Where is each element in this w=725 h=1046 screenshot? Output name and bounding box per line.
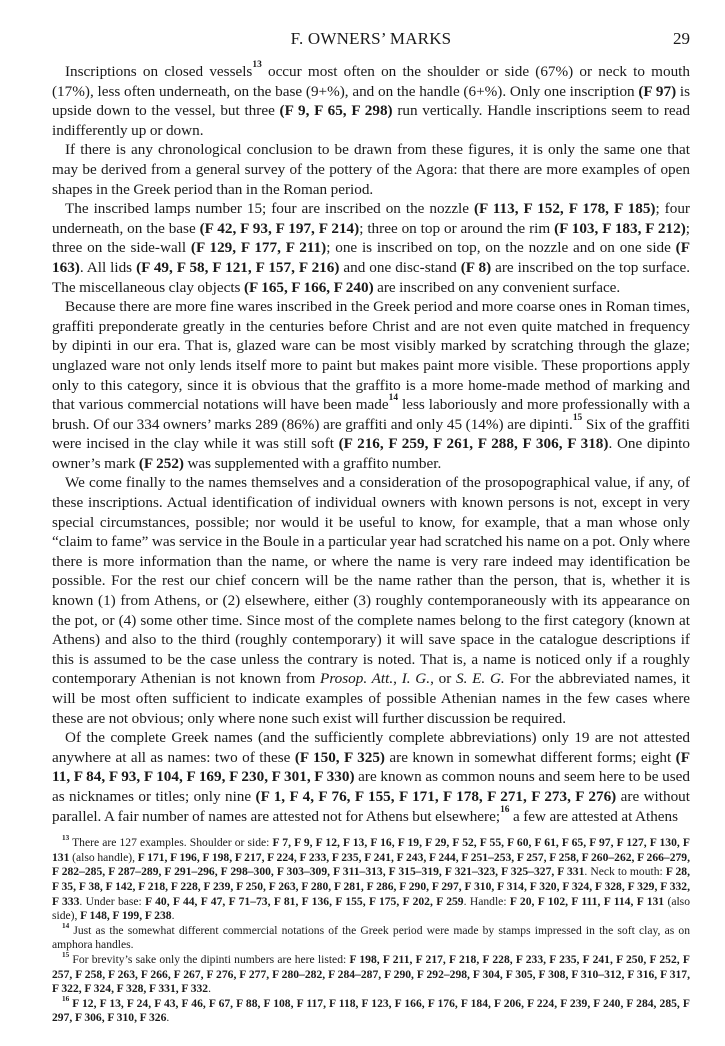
footnote-marker: 13 (252, 60, 262, 71)
text-run: . Neck to mouth: (584, 865, 666, 879)
text-run: Six of the graffiti were incised in the clay while it was still soft (52, 415, 690, 453)
text-run: was supplemented with a graffito number. (183, 454, 442, 472)
catalogue-reference: F 7, F 9, F 12, F 13, F 16, F 19, F 29, F 52, F 55, F 60, F 61, F 65, F 97, F 127, F 130, F 131 (52, 836, 690, 864)
text-run: ; one is inscribed on top, on the nozzle and on one side (326, 239, 676, 257)
text-run: For brevity’s sake only the dipinti numbers are here listed: (69, 952, 350, 966)
catalogue-reference: (F 163) (52, 239, 691, 276)
text-run: For the abbreviated names, it will be most often sufficient to indicate examples of possible Athenian names in the few cases where these are not obvious; only where none such exist will further discussion be required. (52, 670, 690, 727)
text-run: If there is any chronological conclusion to be drawn from these figures, it is only the same one that may be derived from a general survey of the pottery of the Agora: that there are more examples of open shapes in the Greek period than in the Roman period. (52, 141, 690, 198)
catalogue-reference: F 148, F 199, F 238 (80, 909, 172, 923)
footnote-marker: 16 (500, 804, 510, 815)
text-run: Just as the somewhat different commercial notations of the Greek period were made by stamps impressed in the soft clay, as on amphora handles. (52, 923, 690, 952)
catalogue-reference: (F 1, F 4, F 76, F 155, F 171, F 178, F 271, F 273, F 276) (255, 787, 617, 805)
text-run: (also side), (52, 894, 690, 923)
text-run: ; three on top or around the rim (359, 219, 555, 237)
catalogue-reference: (F 97) (638, 82, 677, 100)
catalogue-reference: F 171, F 196, F 198, F 217, F 224, F 233, F 235, F 241, F 243, F 244, F 251–253, F 257, F 258, F 260–262, F 266–279, F 282–285, F 287–289, F 291–296, F 298–300, F 303–309, F 311–313, F 315–319, F 321–323, F 325–327, F 331 (52, 850, 690, 879)
catalogue-reference: (F 165, F 166, F 240) (243, 278, 374, 296)
catalogue-reference: (F 103, F 183, F 212) (554, 219, 686, 237)
paragraph (52, 62, 690, 140)
catalogue-reference: (F 8) (460, 258, 492, 276)
text-run: occur most often on the shoulder or side (67%) or neck to mouth (17%), less often underneath, on the base (9+%), and on the handle (6+%). Only one inscription (52, 63, 691, 100)
footnote-marker: 16 (62, 994, 70, 1003)
text-run: . One dipinto owner’s mark (52, 435, 690, 472)
catalogue-reference: (F 49, F 58, F 121, F 157, F 216) (136, 258, 340, 276)
text-run: . Handle: (463, 894, 510, 908)
paragraph (52, 728, 690, 826)
text-run: Because there are more fine wares inscribed in the Greek period and more coarse ones in Roman times, graffiti preponderate greatly in the centuries before Christ and are not even quite matched in frequency by dipinti in our era. That is, glazed ware can be most visibly marked by scratching through the glaze; unglazed ware not only lends itself more to paint but makes paint more visible. These proportions apply only to this category, since it is obvious that the graffito is a more home-made method of marking and that various commercial notations will have been made (52, 298, 690, 414)
text-run: a few are attested at Athens (509, 807, 679, 825)
text-run: are inscribed on the top surface. The miscellaneous clay objects (52, 258, 690, 296)
running-title: F. OWNERS’ MARKS (290, 29, 452, 48)
text-run: , or (430, 670, 457, 688)
paragraph (52, 473, 690, 728)
text-run: run vertically. Handle inscriptions seem to read indifferently up or down. (52, 102, 690, 139)
text-run: . (171, 909, 175, 923)
footnote-marker: 14 (62, 922, 70, 930)
text-run: Of the complete Greek names (and the sufficiently complete abbreviations) only 19 are not attested anywhere at all as names: two of these (52, 729, 690, 766)
paragraph (52, 140, 690, 199)
catalogue-reference: F 198, F 211, F 217, F 218, F 228, F 233, F 235, F 241, F 250, F 252, F 257, F 258, F 263, F 266, F 267, F 276, F 277, F 280–282, F 284–287, F 290, F 292–298, F 304, F 305, F 308, F 310–312, F 316, F 317, F 322, F 324, F 328, F 331, F 332 (52, 952, 690, 996)
catalogue-reference: (F 216, F 259, F 261, F 288, F 306, F 318) (338, 435, 609, 453)
catalogue-reference: F 12, F 13, F 24, F 43, F 46, F 67, F 88, F 108, F 117, F 118, F 123, F 166, F 176, F 184, F 206, F 224, F 239, F 240, F 284, 285, F 297, F 306, F 310, F 326 (52, 996, 690, 1025)
text-run: are without parallel. A fair number of names are attested not for Athens but elsewhere; (52, 787, 690, 825)
footnote (52, 924, 690, 953)
catalogue-reference: F 28, F 35, F 38, F 142, F 218, F 228, F 239, F 250, F 263, F 280, F 281, F 286, F 290, F 297, F 310, F 314, F 320, F 324, F 328, F 329, F 332, F 333 (52, 865, 691, 908)
text-run: (also handle), (69, 850, 138, 864)
running-header (52, 29, 690, 51)
paragraph (52, 297, 690, 473)
footnote-marker: 15 (572, 412, 583, 423)
catalogue-reference: (F 9, F 65, F 298) (279, 102, 393, 120)
text-run: . Under base: (79, 894, 146, 908)
text-run: ; four underneath, on the base (52, 200, 690, 237)
text-run: is upside down to the vessel, but three (52, 82, 691, 120)
catalogue-reference: (F 42, F 93, F 197, F 214) (199, 219, 360, 237)
text-run: There are 127 examples. Shoulder or side: (69, 836, 273, 850)
italic-citation: I. G. (401, 670, 431, 688)
text-run: and one disc-stand (339, 258, 461, 276)
catalogue-reference: (F 11, F 84, F 93, F 104, F 169, F 230, F 301, F 330) (52, 748, 690, 786)
text-run: ; three on the side-wall (52, 219, 690, 257)
catalogue-reference: (F 129, F 177, F 211) (190, 239, 327, 257)
text-run: are known as common nouns and seem here to be used as nicknames or titles; only nine (52, 768, 690, 805)
page-number: 29 (673, 29, 690, 48)
text-run: The inscribed lamps number 15; four are inscribed on the nozzle (65, 200, 474, 218)
text-run: are known in somewhat different forms; eight (384, 748, 676, 766)
italic-citation: S. E. G. (456, 670, 505, 688)
footnote (52, 953, 690, 997)
text-run: . (166, 1011, 170, 1025)
catalogue-reference: (F 252) (138, 454, 184, 472)
catalogue-reference: (F 113, F 152, F 178, F 185) (474, 200, 656, 218)
italic-citation: Prosop. Att. (320, 670, 394, 688)
catalogue-reference: F 40, F 44, F 47, F 71–73, F 81, F 136, F 155, F 175, F 202, F 259 (145, 894, 464, 908)
footnote (52, 994, 690, 1026)
main-text (52, 62, 690, 826)
text-run: are inscribed on any convenient surface. (373, 278, 621, 296)
text-run: We come finally to the names themselves and a consideration of the prosopographical value, if any, of these inscriptions. Actual identification of individual owners with known persons is not, except in very special circumstances, possible; nor would it be useful to know, for example, that a man whose only “claim to fame” was service in the Boule in a particular year had scratched his name on a pot. Only where there is more information than the name, or where the name is very rare indeed may identification be possible. For the rest our chief concern will be the name rather than the person, that is, whether it is known (1) from Athens, or (2) elsewhere, either (3) roughly contemporaneously with its appearance on the pot, or (4) some other time. Since most of the complete names belong to the first category (known at Athens) and also to the third (roughly contemporary) it will save space in the catalogue descriptions if this is assumed to be the case unless the contrary is noted. That is, a name is noticed only if a roughly contemporary Athenian is not known from (52, 474, 690, 688)
text-run: Inscriptions on closed vessels (65, 63, 253, 80)
footnote-marker: 15 (62, 951, 70, 960)
footnote-marker: 14 (388, 393, 399, 404)
catalogue-reference: F 20, F 102, F 111, F 114, F 131 (509, 894, 665, 908)
footnote-marker: 13 (62, 834, 70, 843)
catalogue-reference: (F 150, F 325) (294, 748, 385, 766)
text-run: less laboriously and more professionally with a brush. Of our 334 owners’ marks 289 (86%) are graffiti and only 45 (14%) are dipinti. (52, 396, 690, 433)
text-run: , (393, 670, 402, 688)
footnotes (52, 836, 690, 1026)
text-run: . (208, 982, 211, 996)
paragraph (52, 199, 690, 297)
footnote (52, 836, 690, 924)
text-run: . All lids (79, 258, 137, 276)
